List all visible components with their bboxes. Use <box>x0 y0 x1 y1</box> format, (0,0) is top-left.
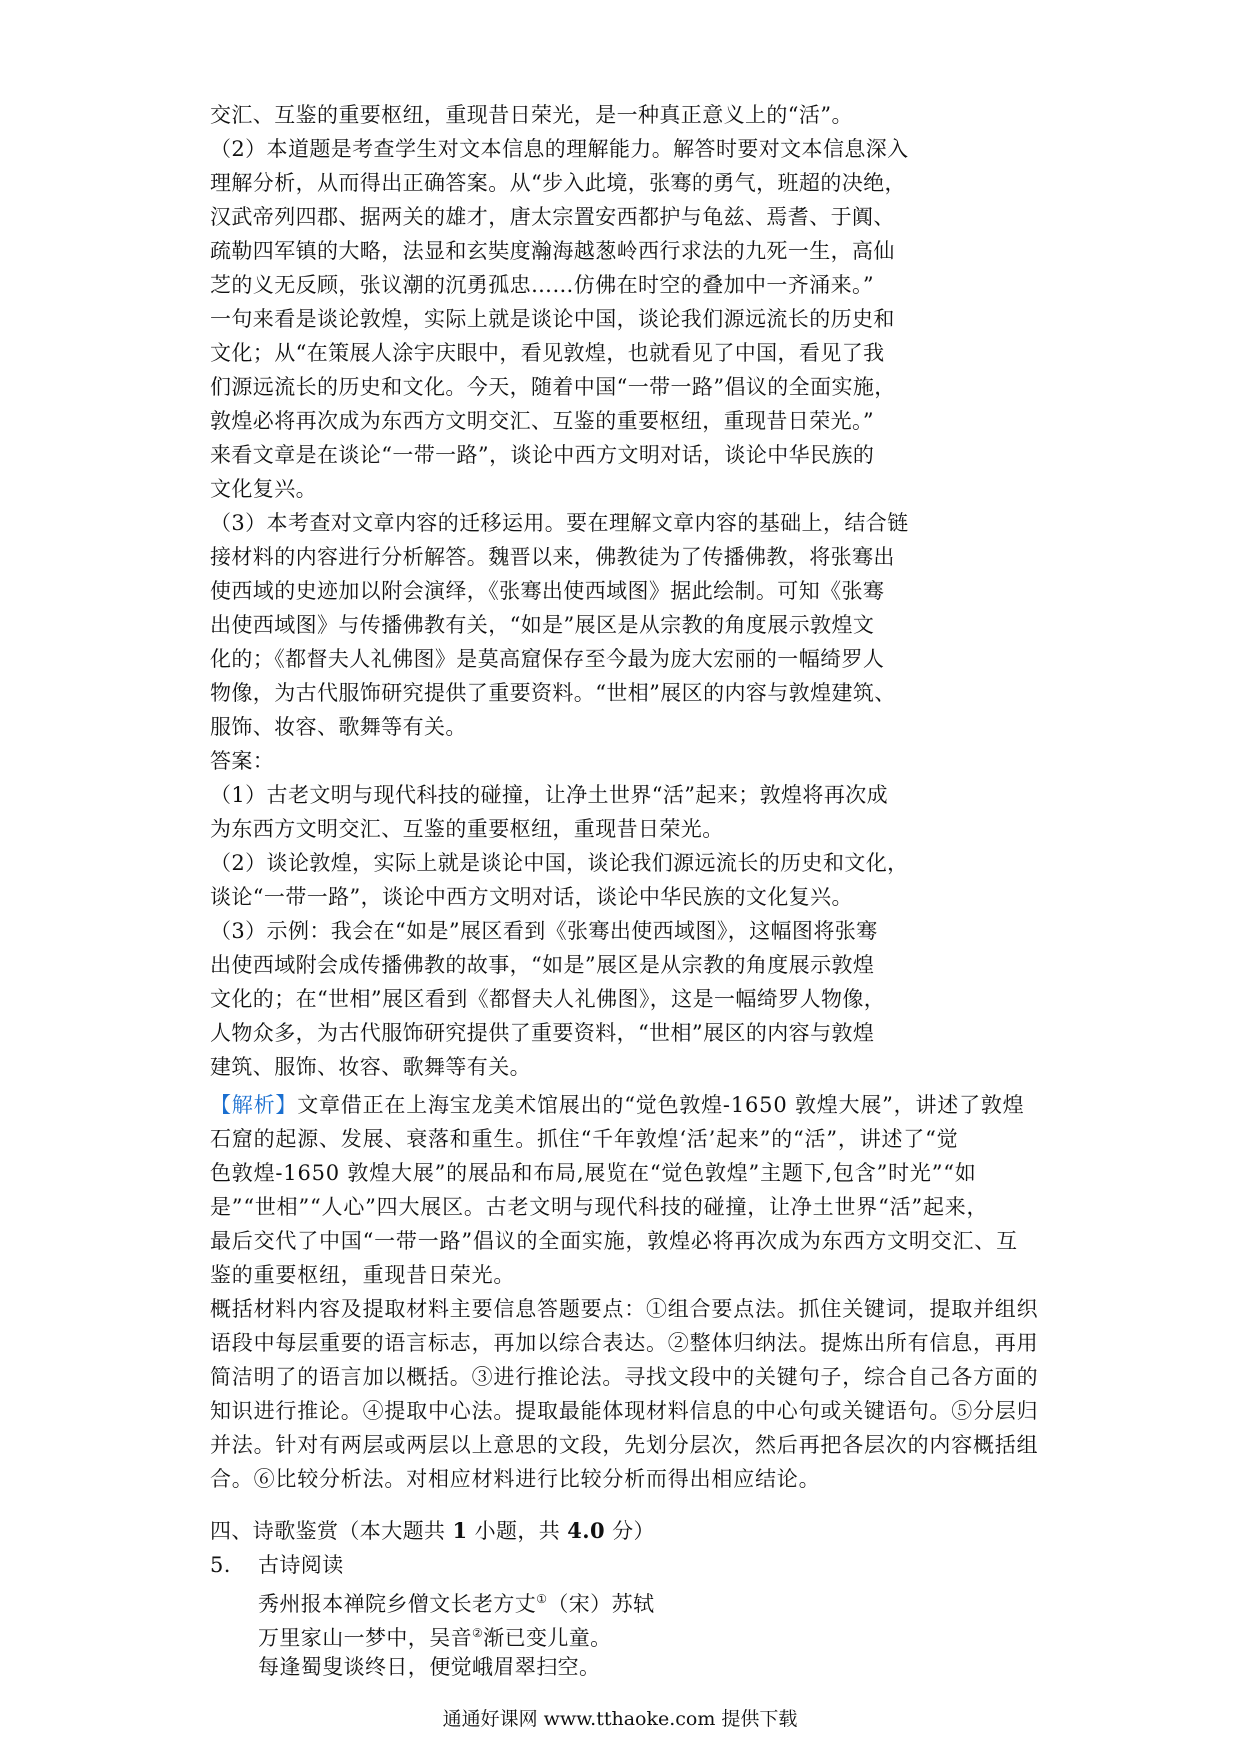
text-line: 接材料的内容进行分析解答。魏晋以来，佛教徒为了传播佛教，将张骞出 <box>210 545 895 569</box>
text-line: 出使西域图》与传播佛教有关，“如是”展区是从宗教的角度展示敦煌文 <box>210 613 875 637</box>
text-line: 一句来看是谈论敦煌，实际上就是谈论中国，谈论我们源远流长的历史和 <box>210 307 895 331</box>
text-line: 出使西域附会成传播佛教的故事，“如是”展区是从宗教的角度展示敦煌 <box>210 953 875 977</box>
text-line: 人物众多，为古代服饰研究提供了重要资料，“世相”展区的内容与敦煌 <box>210 1021 875 1045</box>
text-line: 简洁明了的语言加以概括。③进行推论法。寻找文段中的关键句子，综合自己各方面的 <box>210 1365 1039 1389</box>
text-line: 服饰、妆容、歌舞等有关。 <box>210 715 467 739</box>
text-line: 谈论“一带一路”，谈论中西方文明对话，谈论中华民族的文化复兴。 <box>210 885 853 909</box>
question-title: 古诗阅读 <box>258 1553 344 1577</box>
text-line: （1）古老文明与现代科技的碰撞，让净土世界“活”起来；敦煌将再次成 <box>210 783 889 807</box>
text-line: 来看文章是在谈论“一带一路”，谈论中西方文明对话，谈论中华民族的 <box>210 443 875 467</box>
text-line: （3）本考查对文章内容的迁移运用。要在理解文章内容的基础上，结合链 <box>210 511 909 535</box>
poem-line: 每逢蜀叟谈终日，便觉峨眉翠扫空。 <box>258 1655 601 1679</box>
parse-tag: 【解析】 <box>210 1093 298 1117</box>
section-heading: 四、诗歌鉴赏（本大题共 1 小题，共 4.0 分） <box>210 1518 655 1543</box>
answer-heading: 答案： <box>210 749 275 773</box>
poem-title: 秀州报本禅院乡僧文长老方丈①（宋）苏轼 <box>258 1592 655 1616</box>
text-line: 最后交代了中国“一带一路”倡议的全面实施，敦煌必将再次成为东西方文明交汇、互 <box>210 1229 1018 1253</box>
text-line: 汉武帝列四郡、据两关的雄才，唐太宗置安西都护与龟兹、焉耆、于阗、 <box>210 205 895 229</box>
text-line: 建筑、服饰、妆容、歌舞等有关。 <box>210 1055 531 1079</box>
text-line: 们源远流长的历史和文化。今天，随着中国“一带一路”倡议的全面实施， <box>210 375 896 399</box>
text-line: 概括材料内容及提取材料主要信息答题要点：①组合要点法。抓住关键词，提取并组织 <box>210 1297 1039 1321</box>
question-number: 5. <box>210 1553 231 1577</box>
text-line: 【解析】文章借正在上海宝龙美术馆展出的“觉色敦煌-1650 敦煌大展”，讲述了敦煌 <box>210 1093 1025 1117</box>
text-line: 鉴的重要枢纽，重现昔日荣光。 <box>210 1263 516 1287</box>
poem-line: 万里家山一梦中，吴音②渐已变儿童。 <box>258 1626 612 1650</box>
text-line: 疏勒四军镇的大略，法显和玄奘度瀚海越葱岭西行求法的九死一生，高仙 <box>210 239 895 263</box>
text-line: 色敦煌-1650 敦煌大展”的展品和布局,展览在“觉色敦煌”主题下,包含”时光”“如 <box>210 1161 977 1185</box>
text-line: （2）本道题是考查学生对文本信息的理解能力。解答时要对文本信息深入 <box>210 137 909 161</box>
text-line: （2）谈论敦煌，实际上就是谈论中国，谈论我们源远流长的历史和文化， <box>210 851 909 875</box>
text-line: 化的；《都督夫人礼佛图》是莫高窟保存至今最为庞大宏丽的一幅绮罗人 <box>210 647 885 671</box>
text-line: 合。⑥比较分析法。对相应材料进行比较分析而得出相应结论。 <box>210 1467 821 1491</box>
text-line: 为东西方文明交汇、互鉴的重要枢纽，重现昔日荣光。 <box>210 817 724 841</box>
text-line: 物像，为古代服饰研究提供了重要资料。“世相”展区的内容与敦煌建筑、 <box>210 681 896 705</box>
text-line: 知识进行推论。④提取中心法。提取最能体现材料信息的中心句或关键语句。⑤分层归 <box>210 1399 1039 1423</box>
text-line: 芝的义无反顾，张议潮的沉勇孤忠……仿佛在时空的叠加中一齐涌来。” <box>210 273 875 297</box>
page-footer: 通通好课网 www.tthaoke.com 提供下载 <box>442 1708 798 1730</box>
text-line: 语段中每层重要的语言标志，再加以综合表达。②整体归纳法。提炼出所有信息，再用 <box>210 1331 1039 1355</box>
text-line: 石窟的起源、发展、衰落和重生。抓住“千年敦煌‘活’起来”的“活”，讲述了“觉 <box>210 1127 959 1151</box>
text-line: （3）示例：我会在“如是”展区看到《张骞出使西域图》，这幅图将张骞 <box>210 919 878 943</box>
text-line: 文化复兴。 <box>210 477 317 501</box>
text-line: 是”“世相”“人心”四大展区。古老文明与现代科技的碰撞，让净土世界“活”起来， <box>210 1195 989 1219</box>
text-line: 文化；从“在策展人涂宇庆眼中，看见敦煌，也就看见了中国，看见了我 <box>210 341 885 365</box>
text-line: 理解分析，从而得出正确答案。从“步入此境，张骞的勇气，班超的决绝， <box>210 171 906 195</box>
text-line: 文化的；在“世相”展区看到《都督夫人礼佛图》，这是一幅绮罗人物像， <box>210 987 886 1011</box>
text-line: 交汇、互鉴的重要枢纽，重现昔日荣光，是一种真正意义上的“活”。 <box>210 103 853 127</box>
text-line: 并法。针对有两层或两层以上意思的文段，先划分层次，然后再把各层次的内容概括组 <box>210 1433 1039 1457</box>
text-line: 敦煌必将再次成为东西方文明交汇、互鉴的重要枢纽，重现昔日荣光。” <box>210 409 875 433</box>
text-line: 使西域的史迹加以附会演绎，《张骞出使西域图》据此绘制。可知《张骞 <box>210 579 885 603</box>
